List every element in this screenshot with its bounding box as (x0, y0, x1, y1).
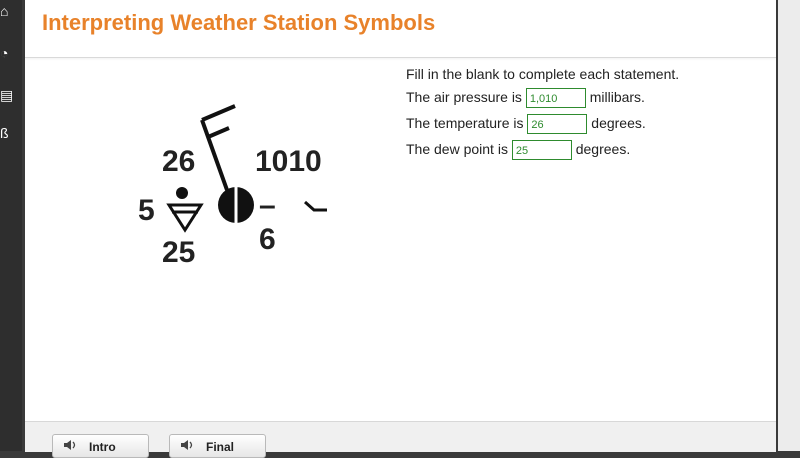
question-suffix: degrees. (591, 115, 646, 131)
instruction-text: Fill in the blank to complete each statement. (406, 66, 680, 82)
footer-nav (25, 421, 776, 452)
speaker-icon (180, 439, 196, 451)
station-model-graphic (105, 95, 345, 275)
pressure-change-value: –6 (259, 189, 276, 256)
intro-label: Intro (89, 440, 116, 454)
right-margin (778, 0, 800, 451)
temperature-input[interactable]: 26 (527, 114, 587, 134)
lesson-panel (25, 0, 776, 454)
dew-point-value: 25 (162, 236, 196, 269)
wind-barb-long (202, 106, 235, 120)
wind-barb-short (208, 128, 229, 137)
question-prefix: The dew point is (406, 141, 508, 157)
question-prefix: The air pressure is (406, 89, 522, 105)
question-row (406, 85, 766, 109)
question-area (406, 63, 766, 163)
air-pressure-input[interactable]: 1,010 (526, 88, 586, 108)
question-suffix: millibars. (589, 89, 645, 105)
final-label: Final (206, 440, 235, 454)
rain-dot (176, 187, 188, 199)
temperature-value: 26 (162, 145, 196, 178)
shower-triangle (169, 205, 201, 230)
dew-point-input[interactable]: 25 (512, 140, 572, 160)
visibility-value: 5 (138, 194, 155, 227)
home-icon[interactable]: ⌂ (0, 3, 9, 19)
question-prefix: The temperature is (406, 115, 524, 131)
final-button[interactable] (169, 434, 266, 458)
question-suffix: degrees. (575, 141, 631, 157)
pressure-tendency-symbol (305, 202, 327, 210)
question-row (406, 111, 766, 135)
document-icon[interactable]: ▤ (0, 87, 14, 103)
tools-icon[interactable]: ß (0, 125, 9, 141)
pressure-value: 1010 (255, 145, 322, 178)
question-row (406, 137, 766, 161)
audio-icon[interactable]: ◔ (0, 45, 9, 61)
header (25, 0, 776, 58)
intro-button[interactable] (52, 434, 149, 458)
left-toolbar (0, 0, 22, 451)
speaker-icon (63, 439, 79, 451)
page-title: Interpreting Weather Station Symbols (42, 10, 436, 35)
